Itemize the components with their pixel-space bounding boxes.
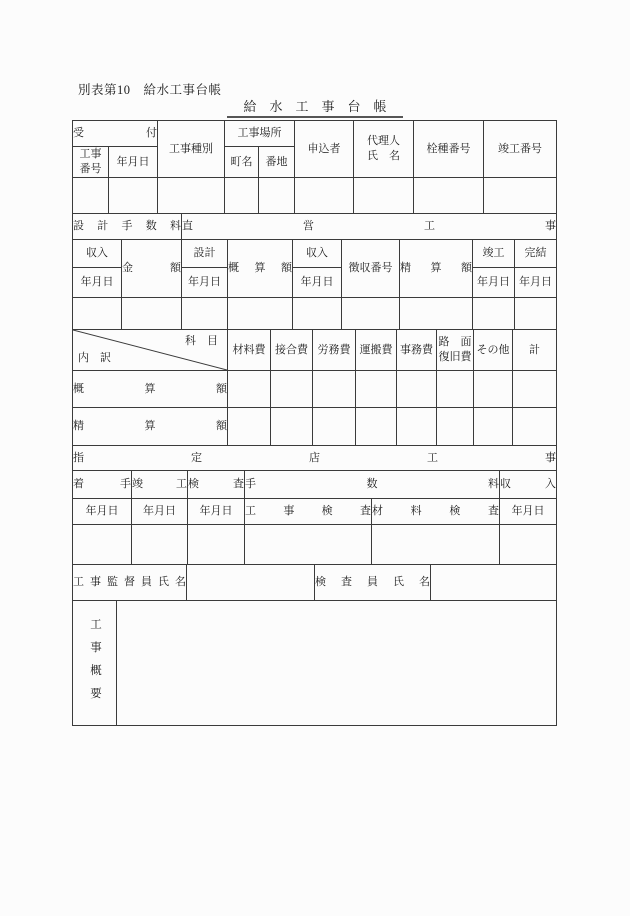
- header-tap-type-number: 栓種番号: [414, 121, 484, 178]
- cell-work-inspection: [245, 524, 372, 564]
- cell-work-number: [73, 177, 109, 213]
- diagonal-header-cell: [73, 329, 228, 370]
- cell-estimate-material: [228, 370, 271, 407]
- header-fee-income-date: 年月日: [73, 267, 122, 297]
- header-fee-income: 収入: [73, 239, 122, 267]
- cell-estimate-road: [437, 370, 474, 407]
- cell-estimate-transport: [356, 370, 397, 407]
- header-material-inspection: 材料検査: [372, 498, 500, 524]
- cell-estimate-office: [397, 370, 437, 407]
- header-lot-number: 番地: [259, 147, 295, 178]
- cell-inspector-name: [431, 564, 557, 600]
- cell-agent-name: [354, 177, 414, 213]
- breakdown-table: [72, 329, 557, 446]
- header-town-name: 町名: [225, 147, 259, 178]
- work-number-label: 工事番号: [79, 148, 102, 175]
- cell-town-name: [225, 177, 259, 213]
- header-road-restoration-cost: [437, 329, 474, 370]
- cell-supervisor-name: [187, 564, 315, 600]
- row-label-estimate: 概算額: [73, 370, 228, 407]
- header-closure-date: 年月日: [515, 267, 557, 297]
- header-completion-date: 年月日: [473, 267, 515, 297]
- form-title: 給 水 工 事 台 帳: [227, 96, 402, 118]
- header-other-cost: その他: [474, 329, 513, 370]
- cell-settlement-transport: [356, 407, 397, 445]
- header-direct-income-date: 年月日: [293, 267, 342, 297]
- appendix-label: 別表第10 給水工事台帳: [78, 83, 222, 97]
- cell-lot-number: [259, 177, 295, 213]
- cell-settlement-other: [474, 407, 513, 445]
- header-fee: 手数料: [245, 470, 500, 498]
- cell-settlement-office: [397, 407, 437, 445]
- header-closure: 完結: [515, 239, 557, 267]
- cell-material-inspection: [372, 524, 500, 564]
- header-total: 計: [513, 329, 557, 370]
- cell-start-date: [73, 524, 132, 564]
- header-designated-shop-work: 指定店工事: [73, 445, 557, 470]
- road-restoration-label: 路 面復旧費: [438, 335, 472, 363]
- names-table: [72, 564, 557, 601]
- header-work-inspection: 工事検査: [245, 498, 372, 524]
- cell-completion-date: [473, 297, 515, 329]
- agent-name-label: 代理人氏 名: [367, 135, 400, 162]
- cell-estimate-amount: [228, 297, 293, 329]
- cell-fee-amount: [122, 297, 182, 329]
- header-start: 着手: [73, 470, 132, 498]
- header-direct-income: 収入: [293, 239, 342, 267]
- header-work-place: 工事場所: [225, 121, 295, 147]
- cell-collection-number: [342, 297, 400, 329]
- reception-table: [72, 120, 557, 214]
- header-material-cost: 材料費: [228, 329, 271, 370]
- header-completion-number: 竣工番号: [484, 121, 557, 178]
- header-office-cost: 事務費: [397, 329, 437, 370]
- cell-shop-income-date: [500, 524, 557, 564]
- header-receipt: 受付: [73, 121, 158, 147]
- label-supervisor-name: 工事監督員氏名: [73, 564, 187, 600]
- header-applicant: 申込者: [295, 121, 354, 178]
- designated-shop-table: [72, 445, 557, 565]
- header-shop-income: 収入: [500, 470, 557, 498]
- work-summary-label: 工事概要: [88, 617, 101, 710]
- header-inspection-date: 年月日: [188, 498, 245, 524]
- header-design-fee: 設計手数料: [73, 213, 182, 239]
- header-shop-completion: 竣工: [132, 470, 188, 498]
- cell-settlement-material: [228, 407, 271, 445]
- header-shop-income-date: 年月日: [500, 498, 557, 524]
- cell-work-type: [158, 177, 225, 213]
- cell-closure-date: [515, 297, 557, 329]
- cell-estimate-labor: [313, 370, 356, 407]
- header-transport-cost: 運搬費: [356, 329, 397, 370]
- cell-settlement-labor: [313, 407, 356, 445]
- header-completion: 竣工: [473, 239, 515, 267]
- detail-label: 内 訳: [78, 352, 111, 365]
- header-design-date: 年月日: [182, 267, 228, 297]
- label-work-summary: [73, 600, 117, 725]
- subject-label: 科 目: [185, 334, 218, 347]
- header-joint-cost: 接合費: [271, 329, 313, 370]
- summary-table: [72, 600, 557, 726]
- cell-estimate-total: [513, 370, 557, 407]
- header-direct-work: 直営工事: [182, 213, 557, 239]
- header-agent-name: [354, 121, 414, 178]
- cell-settlement-total: [513, 407, 557, 445]
- header-work-number: [73, 147, 109, 178]
- cell-design-date: [182, 297, 228, 329]
- header-work-type: 工事種別: [158, 121, 225, 178]
- cell-work-summary: [117, 600, 557, 725]
- direct-work-table: [72, 213, 557, 330]
- cell-settlement-joint: [271, 407, 313, 445]
- cell-fee-income-date: [73, 297, 122, 329]
- cell-shop-completion-date: [132, 524, 188, 564]
- header-fee-amount: 金額: [122, 239, 182, 297]
- cell-estimate-other: [474, 370, 513, 407]
- title-row: [0, 96, 630, 118]
- cell-direct-income-date: [293, 297, 342, 329]
- row-label-settlement: 精算額: [73, 407, 228, 445]
- cell-tap-type-number: [414, 177, 484, 213]
- header-settlement-amount: 精算額: [400, 239, 473, 297]
- header-labor-cost: 労務費: [313, 329, 356, 370]
- header-estimate-amount: 概算額: [228, 239, 293, 297]
- ledger-table: [72, 120, 557, 726]
- cell-receipt-date: [109, 177, 158, 213]
- header-design: 設計: [182, 239, 228, 267]
- cell-inspection-date: [188, 524, 245, 564]
- label-inspector-name: 検査員氏名: [315, 564, 431, 600]
- cell-estimate-joint: [271, 370, 313, 407]
- cell-applicant: [295, 177, 354, 213]
- header-receipt-date: 年月日: [109, 147, 158, 178]
- header-inspection: 検査: [188, 470, 245, 498]
- cell-settlement-amount: [400, 297, 473, 329]
- header-shop-completion-date: 年月日: [132, 498, 188, 524]
- header-collection-number: 徴収番号: [342, 239, 400, 297]
- cell-settlement-road: [437, 407, 474, 445]
- cell-completion-number: [484, 177, 557, 213]
- header-start-date: 年月日: [73, 498, 132, 524]
